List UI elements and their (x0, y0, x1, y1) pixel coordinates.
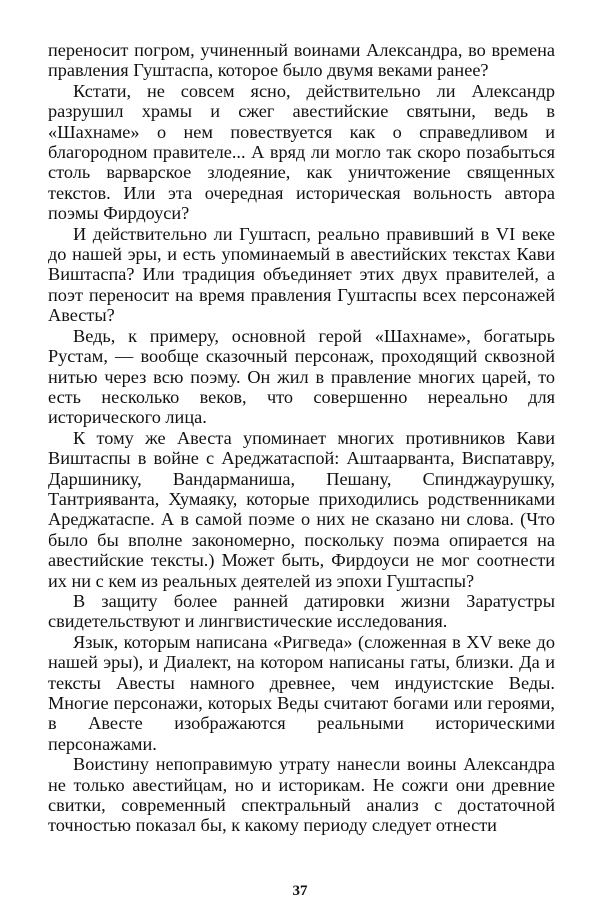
page-text-block (48, 40, 555, 836)
paragraph-7: Язык, которым написана «Ригведа» (сложенная в XV веке до нашей эры), и Диалект, на котором написаны гаты, близки. Да и тексты Авесты намного древнее, чем индуистские Веды. Многие персонажи, которых Веды считают богами или героями, в Авесте изображаются реальными историческими персонажами. (48, 631, 555, 754)
paragraph-4: Ведь, к примеру, основной герой «Шахнаме», богатырь Рустам, — вообще сказочный персонаж, проходящий сквозной нитью через всю поэму. Он жил в правление многих царей, то есть несколько веков, что совершенно нереально для исторического лица. (48, 325, 555, 428)
paragraph-3: И действительно ли Гуштасп, реально правивший в VI веке до нашей эры, и есть упоминаемый в авестийских текстах Кави Виштаспа? Или традиция объединяет этих двух правителей, а поэт переносит на время правления Гуштаспы всех персонажей Авесты? (48, 223, 555, 326)
page-number: 37 (292, 883, 308, 899)
paragraph-8: Воистину непоправимую утрату нанесли воины Александра не только авестийцам, но и историкам. Не сожги они древние свитки, современный спектральный анализ с достаточной точностью показал бы, к какому периоду следует отнести (48, 754, 555, 836)
paragraph-2: Кстати, не совсем ясно, действительно ли Александр разрушил храмы и сжег авестийские святыни, ведь в «Шахнаме» о нем повествуется как о справедливом и благородном правителе... А вряд ли могло так скоро позабыться столь варварское злодеяние, как уничтожение священных текстов. Или эта очередная историческая вольность автора поэмы Фирдоуси? (48, 80, 555, 224)
paragraph-6: В защиту более ранней датировки жизни Заратустры свидетельствуют и лингвистические исследования. (48, 590, 555, 632)
paragraph-1: переносит погром, учиненный воинами Александра, во времена правления Гуштаспа, которое было двумя веками ранее? (48, 40, 555, 81)
paragraph-5: К тому же Авеста упоминает многих противников Кави Виштаспы в войне с Ареджатаспой: Аштаарванта, Виспатавру, Даршинику, Вандарманиша, Пешану, Спинджаурушку, Тантрияванта, Хумаяку, которые приходились родственниками Ареджатаспе. А в самой поэме о них не сказано ни слова. (Что было бы вполне закономерно, поскольку поэма опирается на авестийские тексты.) Может быть, Фирдоуси не мог соотнести их ни с кем из реальных деятелей из эпохи Гуштаспы? (48, 427, 555, 591)
